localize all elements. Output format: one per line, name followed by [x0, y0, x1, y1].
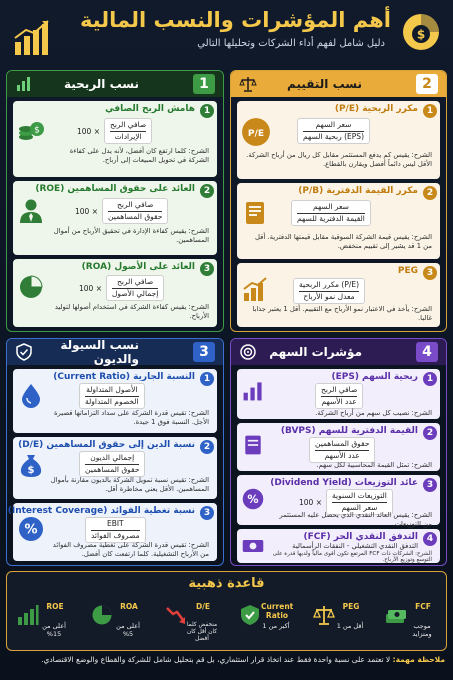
ledger-icon: [241, 433, 265, 457]
numerator: التوزيعات السنوية: [332, 491, 387, 503]
pie-chart-icon: [17, 273, 45, 301]
fcf-formula-text: التدفق النقدي التشغيلي - النفقات الرأسمالية: [292, 542, 418, 550]
card-title: PEG: [397, 266, 418, 276]
rule-note: موجب ومتزايد: [412, 622, 432, 638]
rule-roa: [91, 598, 145, 648]
numerator: صافي الربح: [112, 277, 158, 289]
section-header: [7, 71, 223, 97]
page-subtitle: دليل شامل لفهم أداء الشركات وتحليلها التالي: [197, 38, 385, 49]
rule-note: منخفض كلما كان أقل كان أفضل: [186, 622, 218, 642]
card-net-margin: [13, 101, 217, 177]
numerator: EBIT: [91, 519, 140, 531]
book-icon: [241, 199, 269, 227]
section-number: 3: [193, 342, 215, 362]
section-header: [231, 71, 446, 97]
card-title: نسبة الدين إلى حقوق المساهمين (D/E): [18, 440, 195, 450]
rule-name: Current Ratio: [261, 602, 294, 620]
numerator: سعر السهم: [303, 120, 364, 132]
rule-name: FCF: [415, 602, 431, 611]
scale-icon: [239, 75, 257, 93]
formula: [75, 198, 168, 224]
user-icon: [17, 197, 45, 225]
fraction: [79, 451, 145, 477]
pe-badge-text: P/E: [247, 128, 265, 139]
rule-name: ROA: [120, 602, 138, 611]
formula: [315, 383, 363, 409]
section-stock: [230, 338, 447, 566]
card-number: 4: [423, 532, 437, 546]
card-title: العائد على حقوق المساهمين (ROE): [35, 184, 195, 194]
section-valuation: [230, 70, 447, 332]
formula: [79, 383, 145, 409]
rule-note: أعلى من 15%: [42, 622, 66, 638]
card-pe: [237, 101, 440, 179]
fraction: [106, 275, 164, 301]
card-title: مكرر الربحية (P/E): [334, 104, 418, 114]
svg-text:$: $: [34, 125, 40, 136]
numerator: حقوق المساهمين: [315, 439, 369, 451]
card-desc: الشرح: نصيب كل سهم من أرباح الشركة.: [315, 409, 432, 417]
card-title: هامش الربح الصافي: [105, 104, 195, 114]
multiplier: 100 ×: [77, 126, 100, 136]
header: [8, 4, 445, 64]
svg-text:%: %: [247, 492, 259, 506]
card-number: 1: [423, 372, 437, 386]
card-title: مكرر القيمة الدفترية (P/B): [298, 186, 418, 196]
numerator: صافي الربح: [321, 385, 357, 397]
pe-badge-icon: [241, 117, 271, 147]
card-desc: الشرح: يقيس كفاءة الإدارة في تحقيق الأرباح من أموال المساهمين.: [53, 227, 209, 244]
stock-bars-icon: [241, 379, 265, 403]
water-drop-icon: [17, 381, 45, 409]
svg-text:%: %: [24, 522, 38, 538]
rule-name: D/E: [195, 602, 211, 611]
formula: [309, 437, 375, 463]
card-number: 2: [423, 426, 437, 440]
footer-label: ملاحظة مهمة:: [392, 655, 445, 664]
card-title: التدفق النقدي الحر (FCF): [303, 532, 418, 542]
fraction: [293, 278, 365, 304]
card-desc: الشرح: تمثل القيمة المحاسبية لكل سهم.: [316, 461, 432, 469]
rule-current-ratio: [239, 598, 293, 648]
card-number: 2: [200, 440, 214, 454]
card-desc: الشرح: يقيس قيمة الشركة السوقية مقابل قيمتها الدفترية. أقل من 1 قد يشير إلى تقييم منخفض.: [254, 233, 432, 250]
denominator: عدد الأسهم: [321, 397, 357, 406]
section-number: 1: [193, 74, 215, 94]
card-peg: [237, 263, 440, 327]
money-bag-icon: [17, 451, 45, 479]
card-number: 3: [200, 262, 214, 276]
card-fcf: [237, 529, 440, 563]
card-debt-equity: [13, 437, 217, 499]
denominator: مصروف الفوائد: [91, 531, 140, 540]
card-desc: الشرح: تقيس قدرة الشركة على تغطية مصروف الفوائد من الأرباح التشغيلية. كلما ارتفعت كان أفضل.: [52, 541, 209, 558]
rule-name: PEG: [342, 602, 360, 611]
section-title: نسب التقييم: [287, 77, 362, 91]
card-title: نسبة تغطية الفوائد (Interest Coverage): [7, 506, 195, 516]
denominator: ربحية السهم (EPS): [303, 132, 364, 141]
card-number: 2: [200, 184, 214, 198]
card-current-ratio: [13, 369, 217, 433]
pie-dollar-icon: [401, 12, 441, 52]
section-number: 4: [416, 342, 438, 362]
denominator: الخصوم المتداولة: [85, 397, 139, 406]
card-desc: الشرح: يقيس كم يدفع المستثمر مقابل كل ريال من أرباح الشركة. الأقل ليس دائماً أفضل ويقارن بالقطاع.: [246, 151, 432, 168]
shield-check-icon: [15, 343, 33, 361]
multiplier: 100 ×: [299, 497, 322, 507]
section-title: نسب الربحية: [63, 77, 139, 91]
footer-text: لا تعتمد على نسبة واحدة فقط عند اتخاذ قرار استثماري، بل قم بتحليل شامل للشركة والقطاع والوضع الاقتصادي.: [41, 655, 391, 664]
card-number: 1: [200, 104, 214, 118]
fraction: [297, 118, 370, 144]
fraction: [102, 198, 168, 224]
section-title: مؤشرات السهم: [269, 345, 362, 359]
numerator: الأصول المتداولة: [85, 385, 139, 397]
coins-icon: [17, 117, 45, 145]
growth-chart-icon: [12, 18, 52, 58]
card-desc: الشرح: يقيس العائد النقدي الذي يحصل عليه المستثمر من التوزيعات.: [279, 511, 432, 528]
fraction: [315, 383, 363, 409]
numerator: سعر السهم: [297, 202, 365, 214]
denominator: سعر السهم: [341, 503, 378, 512]
golden-rules: [6, 571, 447, 651]
formula: [291, 200, 371, 226]
percent-icon: [241, 487, 265, 511]
growth-bars-icon: [241, 275, 269, 303]
multiplier: 100 ×: [75, 206, 98, 216]
card-desc: الشرح: يأخذ في الاعتبار نمو الأرباح مع التقييم. أقل 1 يعتبر جذابا غالبا.: [252, 305, 432, 322]
target-icon: [239, 343, 257, 361]
rule-note: أعلى من 5%: [116, 622, 140, 638]
formula: [293, 278, 365, 304]
denominator: إجمالي الأصول: [111, 289, 159, 298]
card-title: عائد التوزيعات (Dividend Yield): [270, 478, 418, 488]
card-roe: [13, 181, 217, 255]
cash-stack-icon: [385, 604, 407, 626]
rule-roe: [17, 598, 71, 648]
rule-fcf: [385, 598, 439, 648]
footer-note: [8, 655, 445, 675]
formula: [77, 118, 152, 144]
fraction: [309, 437, 375, 463]
card-eps: [237, 369, 440, 419]
bar-chart-icon: [17, 604, 39, 626]
numerator: صافي الربح: [108, 200, 162, 212]
denominator: الإيرادات: [114, 132, 142, 141]
card-number: 3: [423, 478, 437, 492]
denominator: معدل نمو الأرباح: [303, 292, 355, 301]
card-desc: الشرح: الشركات ذات FCF المرتفع تكون أقوى مالياً ولديها قدرة على التوسع وتوزيع الأرباح.: [272, 551, 432, 563]
rule-note: أكبر من 1: [262, 622, 290, 630]
down-trend-icon: [165, 604, 187, 626]
fraction: [104, 118, 152, 144]
denominator: عدد الأسهم: [324, 451, 360, 460]
numerator: صافي الربح: [110, 120, 146, 132]
shield-check-icon: [239, 604, 261, 626]
scale-icon: [313, 604, 335, 626]
rule-de: [165, 598, 219, 648]
section-liquidity: [6, 338, 224, 566]
section-header: [7, 339, 223, 365]
page-title: أهم المؤشرات والنسب المالية: [79, 8, 391, 32]
card-number: 2: [423, 186, 437, 200]
svg-text:$: $: [416, 27, 426, 42]
card-desc: الشرح: تقيس قدرة الشركة على سداد التزاماتها قصيرة الأجل. النسبة فوق 1 جيدة.: [53, 409, 209, 426]
multiplier: 100 ×: [79, 283, 102, 293]
cash-icon: [241, 534, 265, 558]
rule-peg: [313, 598, 367, 648]
denominator: حقوق المساهمين: [107, 212, 163, 221]
card-title: النسبة الجارية (Current Ratio): [53, 372, 195, 382]
formula: [79, 451, 145, 477]
card-number: 1: [423, 104, 437, 118]
bar-chart-icon: [15, 75, 33, 93]
numerator: مكرر الربحية (P/E): [299, 280, 359, 292]
denominator: القيمة الدفترية للسهم: [297, 214, 365, 223]
card-roa: [13, 259, 217, 327]
card-title: القيمة الدفترية للسهم (BVPS): [280, 426, 418, 436]
rules-title: قاعدة ذهبية: [188, 576, 265, 591]
section-header: [231, 339, 446, 365]
card-desc: الشرح: يقيس كفاءة الشركة في استخدام أصولها لتوليد الأرباح.: [54, 303, 209, 320]
card-desc: الشرح: تقيس نسبة تمويل الشركة بالديون مقارنة بأموال المساهمين. الأقل يعني مخاطرة أقل.: [50, 476, 209, 493]
fraction: [79, 383, 145, 409]
section-number: 2: [416, 74, 438, 94]
pie-chart-icon: [91, 604, 113, 626]
card-number: 3: [423, 266, 437, 280]
card-bvps: [237, 423, 440, 471]
formula: [85, 517, 146, 543]
rule-name: ROE: [46, 602, 64, 611]
numerator: إجمالي الديون: [85, 453, 139, 465]
card-title: العائد على الأصول (ROA): [81, 262, 195, 272]
fraction: [85, 517, 146, 543]
card-dividend-yield: [237, 475, 440, 528]
card-number: 1: [200, 372, 214, 386]
rule-note: أقل من 1: [336, 622, 364, 630]
card-number: 3: [200, 506, 214, 520]
section-profitability: [6, 70, 224, 332]
card-interest-coverage: [7, 503, 217, 561]
formula: [297, 118, 370, 144]
percent-icon: [17, 515, 45, 543]
svg-text:$: $: [27, 465, 35, 476]
formula: [79, 275, 164, 301]
card-title: ربحية السهم (EPS): [331, 372, 418, 382]
denominator: حقوق المساهمين: [85, 465, 140, 474]
section-title: نسب السيولة والديون: [60, 338, 139, 366]
card-desc: الشرح: كلما ارتفع كان أفضل، لأنه يدل على كفاءة الشركة في تحويل المبيعات إلى أرباح.: [69, 147, 209, 164]
fraction: [291, 200, 371, 226]
card-pb: [237, 183, 440, 259]
